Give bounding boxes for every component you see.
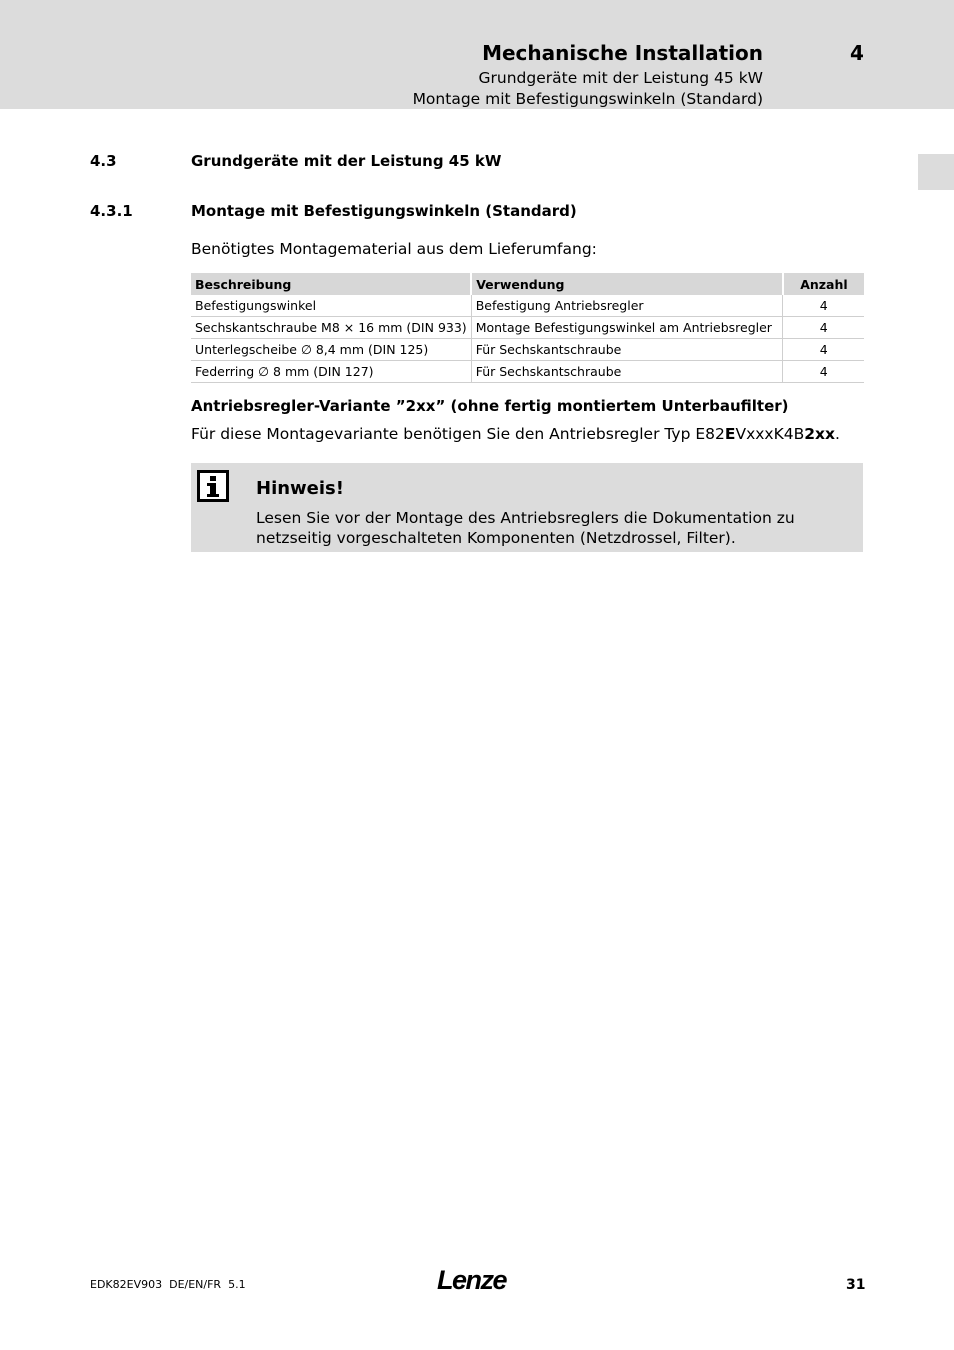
document-id: EDK82EV903 DE/EN/FR 5.1 xyxy=(90,1278,246,1291)
table-row xyxy=(191,295,864,317)
table-cell: 4 xyxy=(783,339,864,361)
subsection-title: Montage mit Befestigungswinkeln (Standard) xyxy=(191,202,577,220)
material-table xyxy=(191,273,864,383)
table-header-row xyxy=(191,273,864,295)
page-header-title: Mechanische Installation xyxy=(482,41,763,65)
column-header-anzahl: Anzahl xyxy=(783,273,864,295)
column-header-beschreibung: Beschreibung xyxy=(191,273,471,295)
table-row xyxy=(191,317,864,339)
note-text: Lesen Sie vor der Montage des Antriebsreglers die Dokumentation zu netzseitig vorgeschalteten Komponenten (Netzdrossel, Filter). xyxy=(256,509,795,547)
section-number: 4.3 xyxy=(90,152,117,170)
chapter-thumb-tab xyxy=(918,154,954,190)
table-cell: Federring ∅ 8 mm (DIN 127) xyxy=(191,361,471,383)
table-cell: Montage Befestigungswinkel am Antriebsregler xyxy=(471,317,783,339)
table-cell: Für Sechskantschraube xyxy=(471,361,783,383)
table-cell: Sechskantschraube M8 × 16 mm (DIN 933) xyxy=(191,317,471,339)
column-header-verwendung: Verwendung xyxy=(471,273,783,295)
table-cell: Unterlegscheibe ∅ 8,4 mm (DIN 125) xyxy=(191,339,471,361)
variant-heading: Antriebsregler-Variante ”2xx” (ohne fertig montiertem Unterbaufilter) xyxy=(191,397,789,415)
table-row xyxy=(191,339,864,361)
subsection-number: 4.3.1 xyxy=(90,202,133,220)
table-cell: Befestigung Antriebsregler xyxy=(471,295,783,317)
chapter-number: 4 xyxy=(850,41,864,65)
lenze-logo xyxy=(437,1265,515,1295)
header-subtitle-1: Grundgeräte mit der Leistung 45 kW xyxy=(478,69,763,87)
table-cell: 4 xyxy=(783,317,864,339)
intro-text: Benötigtes Montagematerial aus dem Lieferumfang: xyxy=(191,240,597,258)
header-subtitle-2: Montage mit Befestigungswinkeln (Standard) xyxy=(412,90,763,108)
table-cell: 4 xyxy=(783,295,864,317)
svg-text:Lenze: Lenze xyxy=(437,1265,507,1295)
table-row xyxy=(191,361,864,383)
section-title: Grundgeräte mit der Leistung 45 kW xyxy=(191,152,502,170)
variant-text: Für diese Montagevariante benötigen Sie den Antriebsregler Typ E82EVxxxK4B2xx. xyxy=(191,425,840,443)
table-cell: 4 xyxy=(783,361,864,383)
note-box xyxy=(191,463,863,552)
page-number: 31 xyxy=(846,1277,866,1293)
table-cell: Befestigungswinkel xyxy=(191,295,471,317)
table-cell: Für Sechskantschraube xyxy=(471,339,783,361)
note-title: Hinweis! xyxy=(256,478,344,499)
info-icon xyxy=(197,470,229,502)
